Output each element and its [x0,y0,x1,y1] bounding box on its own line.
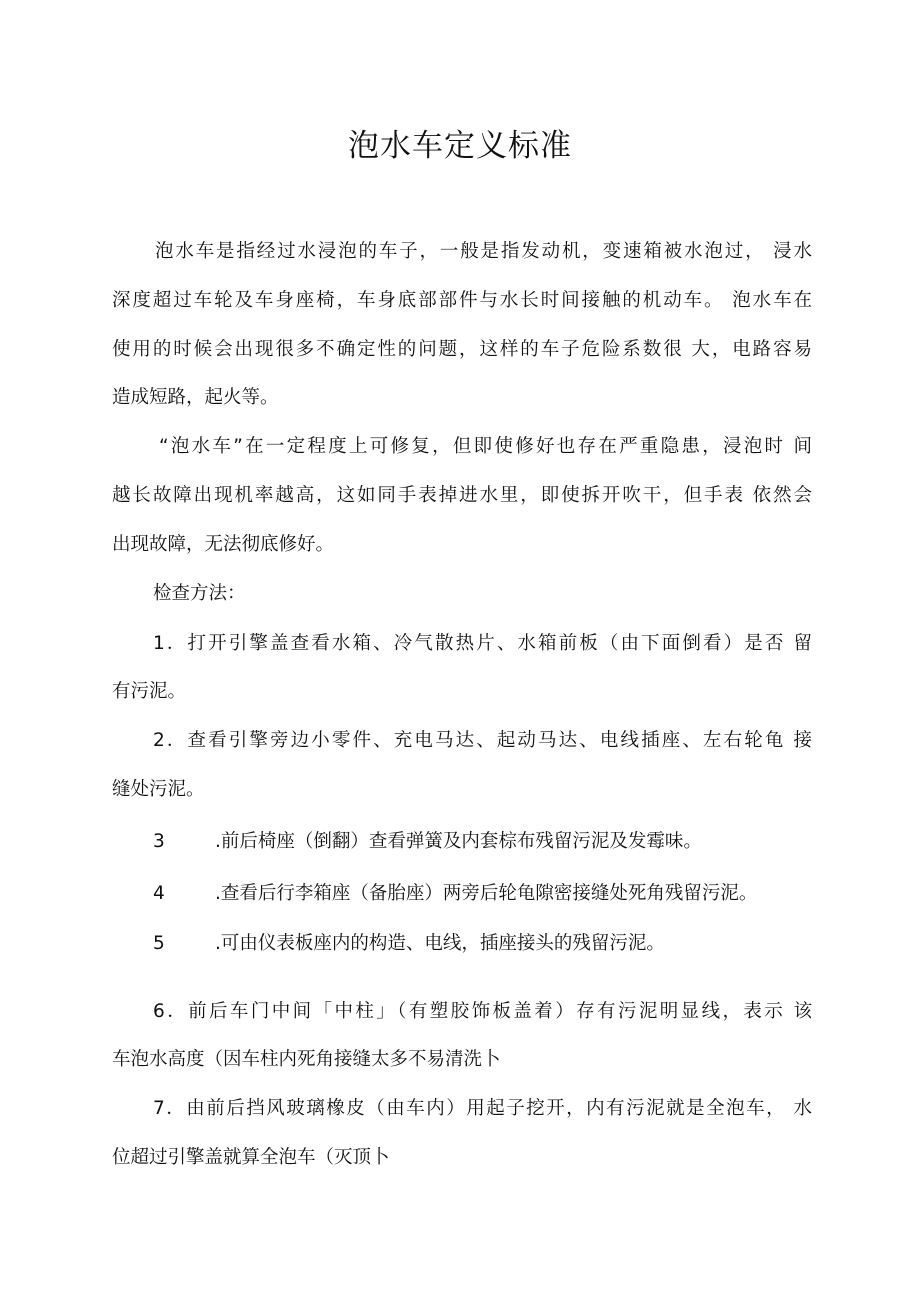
method-heading: 检查方法： [153,583,246,604]
item-number: 2 [153,730,165,751]
item-text: ．查看引擎旁边小零件、充电马达、起动马达、电线插座、左右轮龟 接 [164,730,812,751]
item-text: ．前后车门中间「中柱」（有塑胶饰板盖着）存有污泥明显线，表示 该 [164,1001,812,1022]
item-2-line-2: 缝处污泥。 [112,779,205,800]
item-7-line-2: 位超过引擎盖就算全泡车（灭顶卜 [112,1147,390,1168]
item-text: ．由前后挡风玻璃橡皮（由车内）用起子挖开，内有污泥就是全泡车， 水 [164,1098,812,1119]
intro-line-2: 深度超过车轮及车身座椅，车身底部部件与水长时间接触的机动车。 泡水车在 [112,290,812,311]
intro-line-1: 泡水车是指经过水浸泡的车子，一般是指发动机，变速箱被水泡过， 浸水 [155,241,812,262]
item-6-line-2: 车泡水高度（因车柱内死角接缝太多不易清洗卜 [112,1049,501,1070]
intro-line-3: 使用的时候会出现很多不确定性的问题，这样的车子危险系数很 大，电路容易 [112,339,812,360]
item-4-text: .查看后行李箱座（备胎座）两旁后轮龟隙密接缝处死角残留污泥。 [215,883,758,904]
item-number: 6 [153,1001,165,1022]
repair-line-2: 越长故障出现机率越高，这如同手表掉进水里，即使拆开吹干，但手表 依然会 [112,485,812,506]
item-5-number: 5 [153,933,165,954]
item-1-line-2: 有污泥。 [112,681,187,702]
item-2-line-1 [153,727,812,755]
item-number: 7 [153,1098,165,1119]
repair-line-1: “泡水车”在一定程度上可修复，但即使修好也存在严重隐患，浸泡时 间 [159,436,812,457]
item-4-number: 4 [153,883,165,904]
intro-line-4: 造成短路，起火等。 [112,387,279,408]
item-3-number: 3 [153,831,165,852]
item-7-line-1 [153,1095,812,1123]
item-3-text: .前后椅座（倒翻）查看弹簧及内套棕布残留污泥及发霉味。 [215,831,702,852]
page-title: 泡水车定义标准 [348,128,572,164]
item-number: 1 [153,633,165,654]
item-text: ．打开引擎盖查看水箱、冷气散热片、水箱前板（由下面倒看）是否 留 [164,633,812,654]
item-6-line-1 [153,998,812,1026]
item-1-line-1 [153,630,812,658]
repair-line-3: 出现故障，无法彻底修好。 [112,534,335,555]
item-5-text: .可由仪表板座内的构造、电线，插座接头的残留污泥。 [215,933,665,954]
